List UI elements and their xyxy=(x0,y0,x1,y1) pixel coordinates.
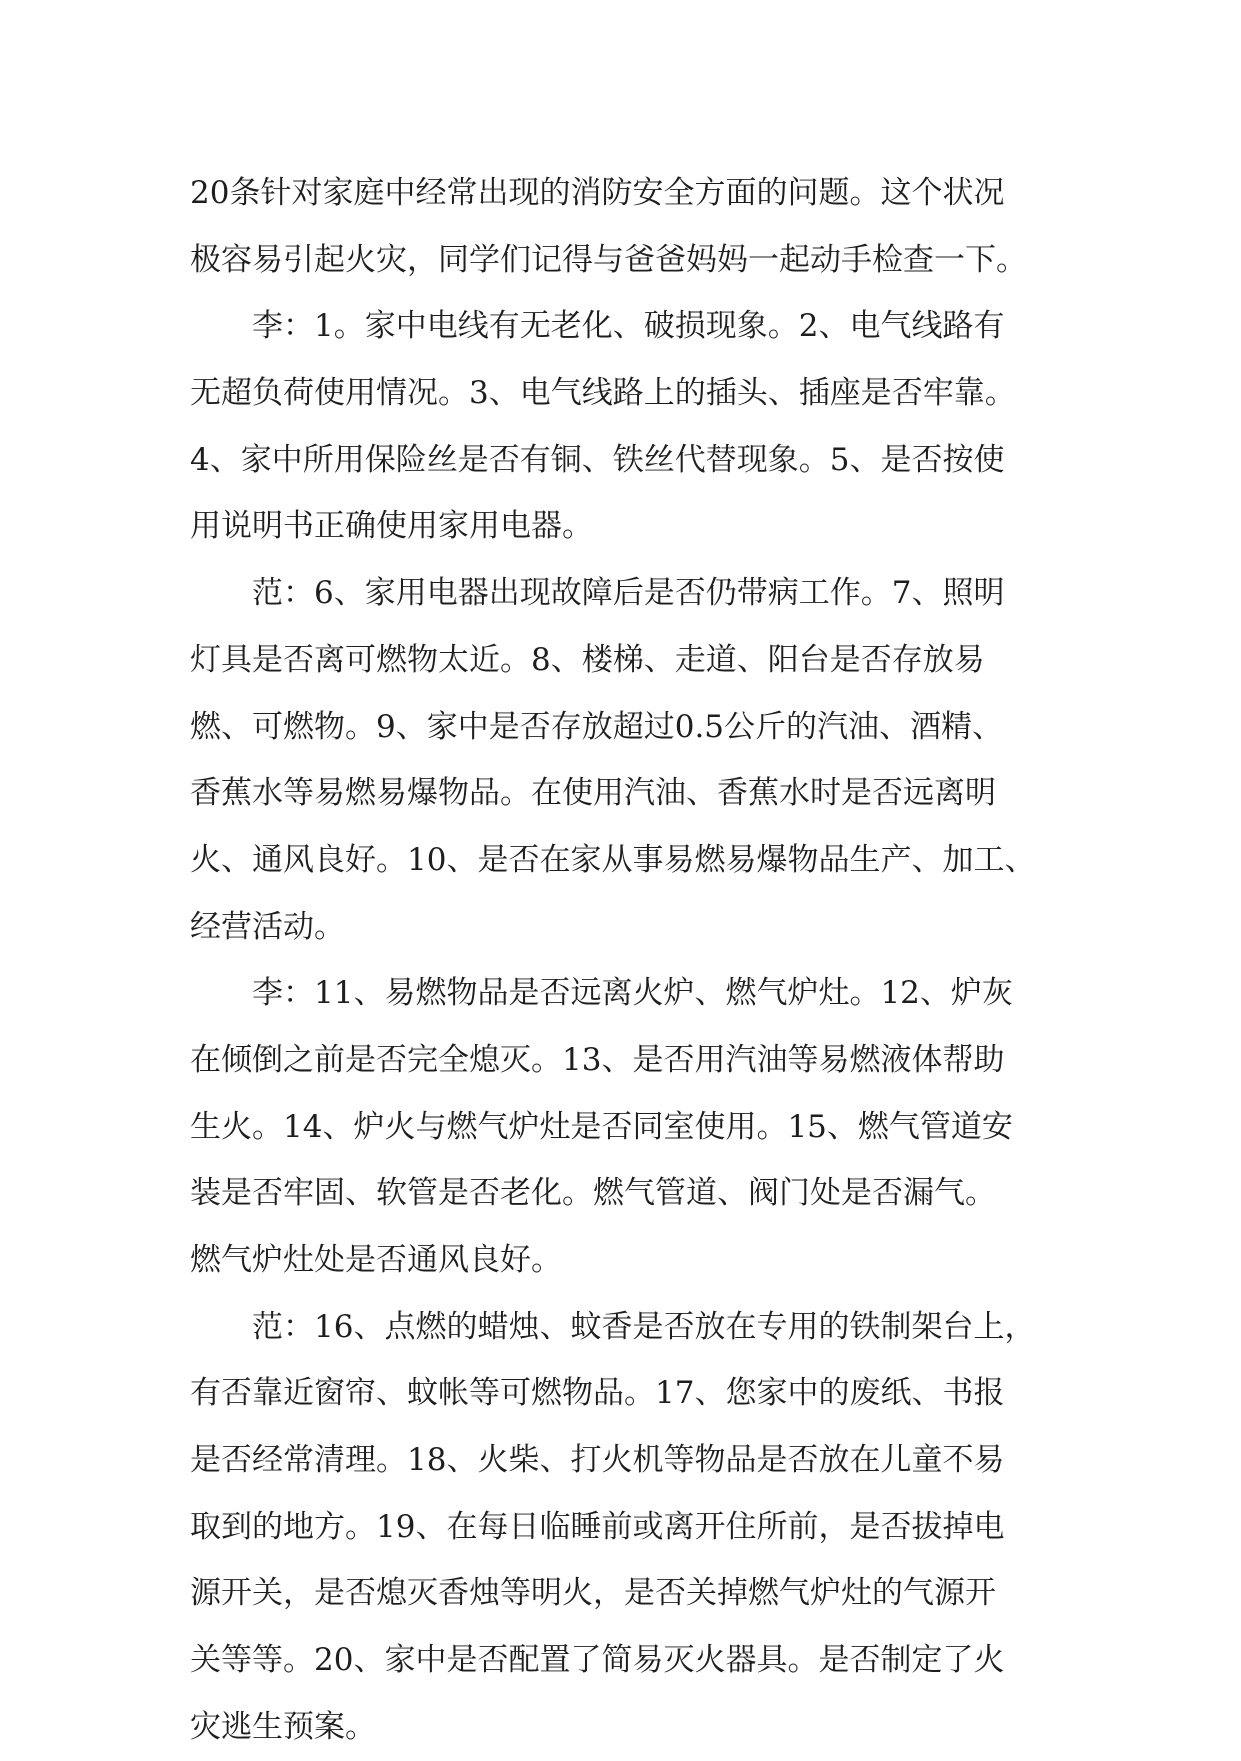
text-line: 火、通风良好。10、是否在家从事易燃易爆物品生产、加工、 xyxy=(190,841,1036,878)
text-line: 源开关，是否熄灭香烛等明火，是否关掉燃气炉灶的气源开 xyxy=(190,1575,996,1612)
text-line: 燃、可燃物。9、家中是否存放超过0.5公斤的汽油、酒精、 xyxy=(190,708,1004,745)
body-text xyxy=(190,160,1090,1761)
text-line: 生火。14、炉火与燃气炉灶是否同室使用。15、燃气管道安 xyxy=(190,1108,1013,1145)
text-line: 是否经常清理。18、火柴、打火机等物品是否放在儿童不易 xyxy=(190,1442,1005,1479)
text-line: 灾逃生预案。 xyxy=(190,1708,376,1745)
text-line: 李：11、易燃物品是否远离火炉、燃气炉灶。12、炉灰 xyxy=(252,975,1013,1012)
text-line: 燃气炉灶处是否通风良好。 xyxy=(190,1242,562,1278)
text-line: 取到的地方。19、在每日临睡前或离开住所前，是否拔掉电 xyxy=(190,1508,1005,1545)
text-line: 灯具是否离可燃物太近。8、楼梯、走道、阳台是否存放易 xyxy=(190,641,985,678)
text-line: 极容易引起火灾，同学们记得与爸爸妈妈一起动手检查一下。 xyxy=(190,241,1027,278)
text-line: 4、家中所用保险丝是否有铜、铁丝代替现象。5、是否按使 xyxy=(190,441,1005,478)
text-line: 香蕉水等易燃易爆物品。在使用汽油、香蕉水时是否远离明 xyxy=(190,775,996,812)
text-line: 范：6、家用电器出现故障后是否仍带病工作。7、照明 xyxy=(252,575,1005,612)
text-line: 李：1。家中电线有无老化、破损现象。2、电气线路有 xyxy=(252,308,1005,345)
text-line: 用说明书正确使用家用电器。 xyxy=(190,508,593,545)
text-line: 有否靠近窗帘、蚊帐等可燃物品。17、您家中的废纸、书报 xyxy=(190,1375,1005,1412)
text-line: 关等等。20、家中是否配置了简易灭火器具。是否制定了火 xyxy=(190,1642,1005,1679)
text-line: 范：16、点燃的蜡烛、蚊香是否放在专用的铁制架台上， xyxy=(252,1308,1036,1345)
text-line: 20条针对家庭中经常出现的消防安全方面的问题。这个状况 xyxy=(190,175,1005,211)
text-line: 无超负荷使用情况。3、电气线路上的插头、插座是否牢靠。 xyxy=(190,375,1016,412)
text-line: 经营活动。 xyxy=(190,908,345,945)
text-line: 装是否牢固、软管是否老化。燃气管道、阀门处是否漏气。 xyxy=(190,1175,996,1212)
text-line: 在倾倒之前是否完全熄灭。13、是否用汽油等易燃液体帮助 xyxy=(190,1041,1005,1078)
